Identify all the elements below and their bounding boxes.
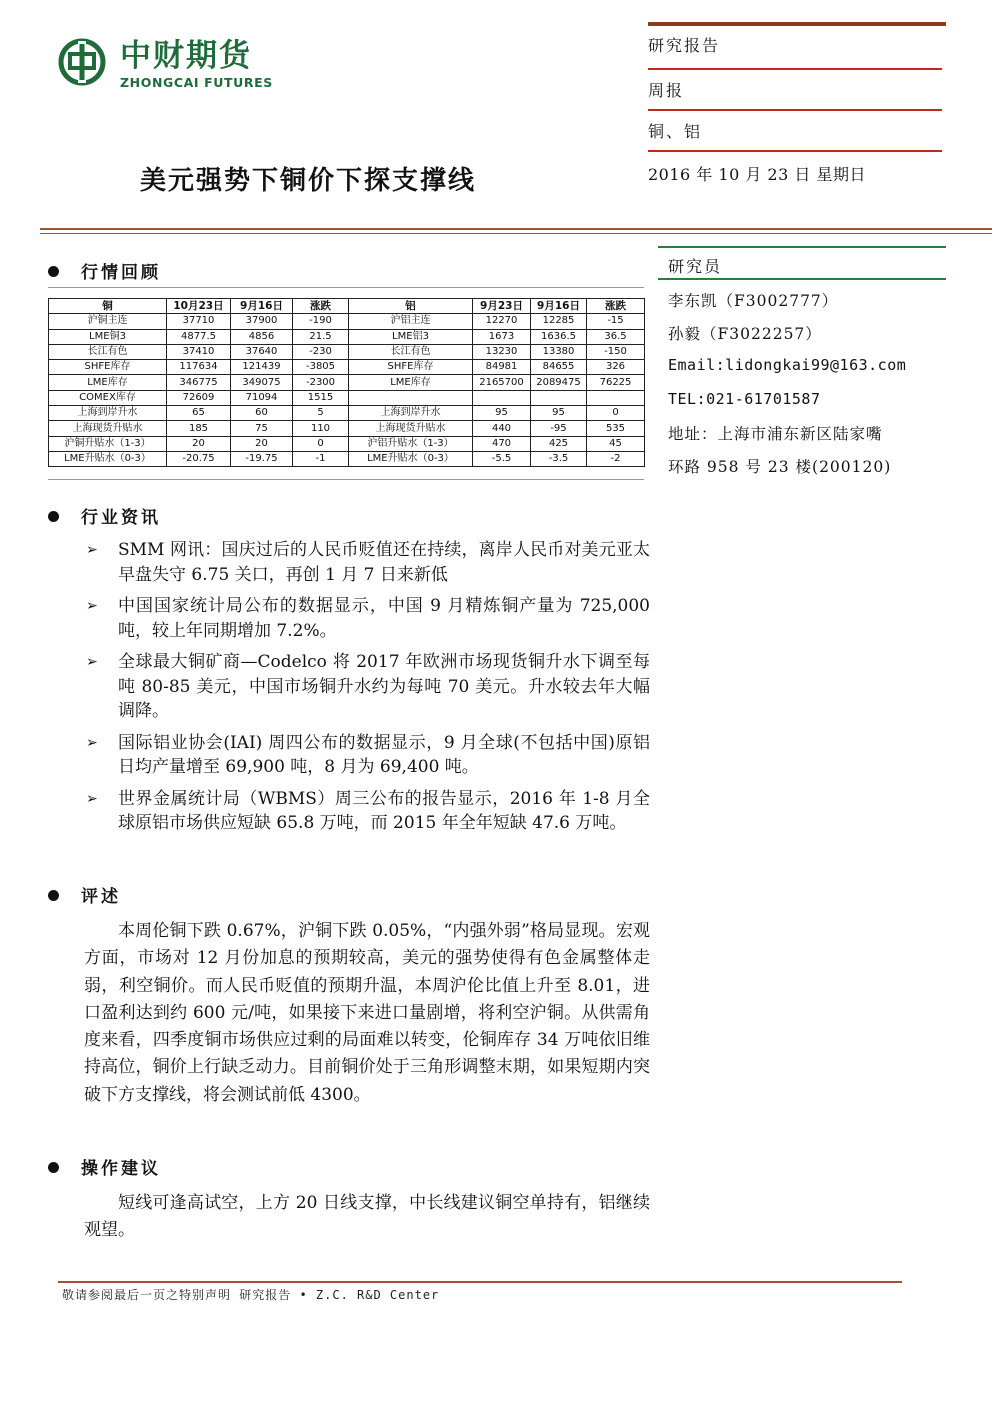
- section-heading-comment: 评述: [48, 882, 121, 907]
- researcher-email[interactable]: Email:lidongkai99@163.com: [668, 356, 907, 374]
- table-cell: 60: [231, 406, 293, 421]
- table-cell: 沪铜主连: [49, 314, 167, 329]
- bullet-dot-icon: [48, 266, 59, 277]
- table-cell: [531, 390, 587, 405]
- table-row: [49, 451, 645, 466]
- table-cell: 4856: [231, 329, 293, 344]
- table-cell: 20: [231, 436, 293, 451]
- table-cell: LME铜3: [49, 329, 167, 344]
- table-header-row: [49, 299, 645, 314]
- table-cell: 12285: [531, 314, 587, 329]
- section-rule: [48, 479, 644, 480]
- arrow-bullet-icon: ➢: [86, 734, 98, 751]
- zhongcai-logo-icon: [58, 38, 106, 86]
- table-cell: 13380: [531, 344, 587, 359]
- main-divider: [40, 228, 992, 230]
- table-cell: 12270: [473, 314, 531, 329]
- table-row: [49, 421, 645, 436]
- table-cell: SHFE库存: [349, 360, 473, 375]
- footer-text: 敬请参阅最后一页之特别声明 研究报告 • Z.C. R&D Center: [62, 1288, 440, 1302]
- table-row: [49, 436, 645, 451]
- market-review-table: [48, 298, 645, 467]
- bullet-dot-icon: [48, 511, 59, 522]
- table-row: [49, 360, 645, 375]
- table-cell: -20.75: [167, 451, 231, 466]
- table-row: [49, 344, 645, 359]
- table-cell: 沪铝主连: [349, 314, 473, 329]
- table-cell: -190: [293, 314, 349, 329]
- table-cell: 5: [293, 406, 349, 421]
- researcher-address-1: 地址：上海市浦东新区陆家嘴: [668, 425, 883, 443]
- table-cell: 上海到岸升水: [49, 406, 167, 421]
- news-item: ➢ 全球最大铜矿商—Codelco 将 2017 年欧洲市场现货铜升水下调至每吨 80-85 美元，中国市场铜升水约为每吨 70 美元。升水较去年大幅调降。: [86, 652, 650, 721]
- table-cell: LME升贴水（0-3）: [349, 451, 473, 466]
- table-cell: 535: [587, 421, 645, 436]
- table-cell: 上海现货升贴水: [49, 421, 167, 436]
- researcher-name-2: 孙毅（F3022257）: [668, 325, 822, 343]
- table-cell: 上海到岸升水: [349, 406, 473, 421]
- table-cell: -19.75: [231, 451, 293, 466]
- table-cell: 20: [167, 436, 231, 451]
- table-cell: [473, 390, 531, 405]
- comment-paragraph: 本周伦铜下跌 0.67%，沪铜下跌 0.05%，“内强外弱”格局显现。宏观方面，市场对 12 月份加息的预期较高，美元的强势使得有色金属整体走弱，利空铜价。而人民币贬值的预期升温，本周沪伦比值上升至 8.01，进口盈利达到约 600 元/吨，如果接下来进口量剧增，将利空沪铜。从供需角度来看，四季度铜市场供应过剩的局面难以转变，伦铜库存 34 万吨依旧维持高位，铜价上行缺乏动力。目前铜价处于三角形调整末期，如果短期内突破下方支撑线，将会测试前低 4300。: [84, 921, 650, 1105]
- header-top-rule: [648, 22, 946, 26]
- table-cell: 沪铝升贴水（1-3）: [349, 436, 473, 451]
- table-cell: COMEX库存: [49, 390, 167, 405]
- table-cell: -5.5: [473, 451, 531, 466]
- column-header: 9月23日: [473, 299, 531, 314]
- section-rule: [48, 287, 644, 288]
- table-cell: 1515: [293, 390, 349, 405]
- table-cell: 95: [473, 406, 531, 421]
- table-row: [49, 406, 645, 421]
- column-header: 铜: [49, 299, 167, 314]
- table-cell: 326: [587, 360, 645, 375]
- table-cell: LME库存: [349, 375, 473, 390]
- table-cell: 1673: [473, 329, 531, 344]
- table-cell: 121439: [231, 360, 293, 375]
- bullet-dot-icon: [48, 890, 59, 901]
- column-header: 涨跌: [587, 299, 645, 314]
- table-row: [49, 390, 645, 405]
- header-rule-1: [648, 68, 942, 70]
- news-item: ➢ 世界金属统计局（WBMS）周三公布的报告显示，2016 年 1-8 月全球原铝市场供应短缺 65.8 万吨，而 2015 年全年短缺 47.6 万吨。: [86, 788, 650, 833]
- footer-rule: [58, 1281, 902, 1283]
- table-cell: LME升贴水（0-3）: [49, 451, 167, 466]
- report-date: 2016 年 10 月 23 日 星期日: [648, 165, 866, 184]
- column-header: 9月16日: [231, 299, 293, 314]
- table-cell: 37640: [231, 344, 293, 359]
- table-cell: -2300: [293, 375, 349, 390]
- table-cell: SHFE库存: [49, 360, 167, 375]
- news-item: ➢ 国际铝业协会(IAI) 周四公布的数据显示，9 月全球(不包括中国)原铝日均产量增至 69,900 吨，8 月为 69,400 吨。: [86, 732, 650, 777]
- table-cell: 65: [167, 406, 231, 421]
- section-heading-advice: 操作建议: [48, 1154, 161, 1179]
- table-cell: 37900: [231, 314, 293, 329]
- table-cell: -230: [293, 344, 349, 359]
- table-body: [49, 314, 645, 467]
- news-item: ➢ SMM 网讯：国庆过后的人民币贬值还在持续，离岸人民币对美元亚太早盘失守 6.75 关口，再创 1 月 7 日来新低: [86, 540, 650, 585]
- doc-type: 研究报告: [648, 36, 721, 55]
- table-cell: 84981: [473, 360, 531, 375]
- table-cell: -15: [587, 314, 645, 329]
- table-cell: -150: [587, 344, 645, 359]
- report-commodities: 铜、铝: [648, 122, 703, 141]
- table-cell: 1636.5: [531, 329, 587, 344]
- table-cell: 长江有色: [349, 344, 473, 359]
- news-list: [84, 538, 650, 843]
- table-cell: 95: [531, 406, 587, 421]
- researcher-heading: 研究员: [668, 257, 723, 276]
- table-cell: 84655: [531, 360, 587, 375]
- table-cell: 349075: [231, 375, 293, 390]
- arrow-bullet-icon: ➢: [86, 598, 98, 614]
- table-row: [49, 375, 645, 390]
- table-cell: 0: [587, 406, 645, 421]
- table-cell: -3805: [293, 360, 349, 375]
- table-cell: 0: [293, 436, 349, 451]
- table-cell: 4877.5: [167, 329, 231, 344]
- table-cell: 37410: [167, 344, 231, 359]
- bullet-dot-icon: [48, 1162, 59, 1173]
- table-cell: 上海现货升贴水: [349, 421, 473, 436]
- table-cell: 75: [231, 421, 293, 436]
- section-heading-news: 行业资讯: [48, 503, 161, 528]
- column-header: 9月16日: [531, 299, 587, 314]
- main-divider-thin: [40, 233, 992, 234]
- table-cell: -95: [531, 421, 587, 436]
- table-cell: 45: [587, 436, 645, 451]
- researcher-name-1: 李东凯（F3002777）: [668, 292, 839, 310]
- table-row: [49, 329, 645, 344]
- table-cell: 71094: [231, 390, 293, 405]
- table-cell: [587, 390, 645, 405]
- table-cell: 2165700: [473, 375, 531, 390]
- logo-english-name: ZHONGCAI FUTURES: [120, 75, 273, 90]
- researcher-rule-bottom: [658, 278, 946, 280]
- table-cell: 37710: [167, 314, 231, 329]
- table-cell: 36.5: [587, 329, 645, 344]
- column-header: 铝: [349, 299, 473, 314]
- table-cell: 21.5: [293, 329, 349, 344]
- table-cell: 2089475: [531, 375, 587, 390]
- table-cell: LME铝3: [349, 329, 473, 344]
- news-item: ➢ 中国国家统计局公布的数据显示，中国 9 月精炼铜产量为 725,000 吨，较上年同期增加 7.2%。: [86, 596, 650, 641]
- column-header: 涨跌: [293, 299, 349, 314]
- table-cell: 425: [531, 436, 587, 451]
- table-cell: 76225: [587, 375, 645, 390]
- table-cell: 185: [167, 421, 231, 436]
- table-cell: [349, 390, 473, 405]
- header-rule-3: [648, 150, 942, 152]
- table-cell: -1: [293, 451, 349, 466]
- researcher-tel: TEL:021-61701587: [668, 390, 821, 408]
- table-cell: 346775: [167, 375, 231, 390]
- logo-chinese-name: 中财期货: [120, 38, 252, 74]
- table-cell: 72609: [167, 390, 231, 405]
- advice-paragraph: 短线可逢高试空，上方 20 日线支撑，中长线建议铜空单持有，铝继续观望。: [84, 1193, 650, 1241]
- table-cell: LME库存: [49, 375, 167, 390]
- researcher-rule-top: [658, 246, 946, 248]
- header-rule-2: [648, 109, 942, 111]
- table-row: [49, 314, 645, 329]
- table-cell: -3.5: [531, 451, 587, 466]
- report-title: 美元强势下铜价下探支撑线: [140, 166, 477, 196]
- table-cell: 117634: [167, 360, 231, 375]
- arrow-bullet-icon: ➢: [86, 654, 98, 670]
- section-heading-market: 行情回顾: [48, 258, 161, 283]
- arrow-bullet-icon: ➢: [86, 542, 98, 558]
- researcher-address-2: 环路 958 号 23 楼(200120): [668, 458, 892, 476]
- table-cell: 沪铜升贴水（1-3）: [49, 436, 167, 451]
- table-cell: -2: [587, 451, 645, 466]
- arrow-bullet-icon: ➢: [86, 790, 98, 807]
- table-cell: 440: [473, 421, 531, 436]
- report-period: 周报: [648, 81, 685, 100]
- table-cell: 470: [473, 436, 531, 451]
- table-cell: 110: [293, 421, 349, 436]
- table-cell: 长江有色: [49, 344, 167, 359]
- company-logo: [58, 36, 298, 98]
- column-header: 10月23日: [167, 299, 231, 314]
- table-cell: 13230: [473, 344, 531, 359]
